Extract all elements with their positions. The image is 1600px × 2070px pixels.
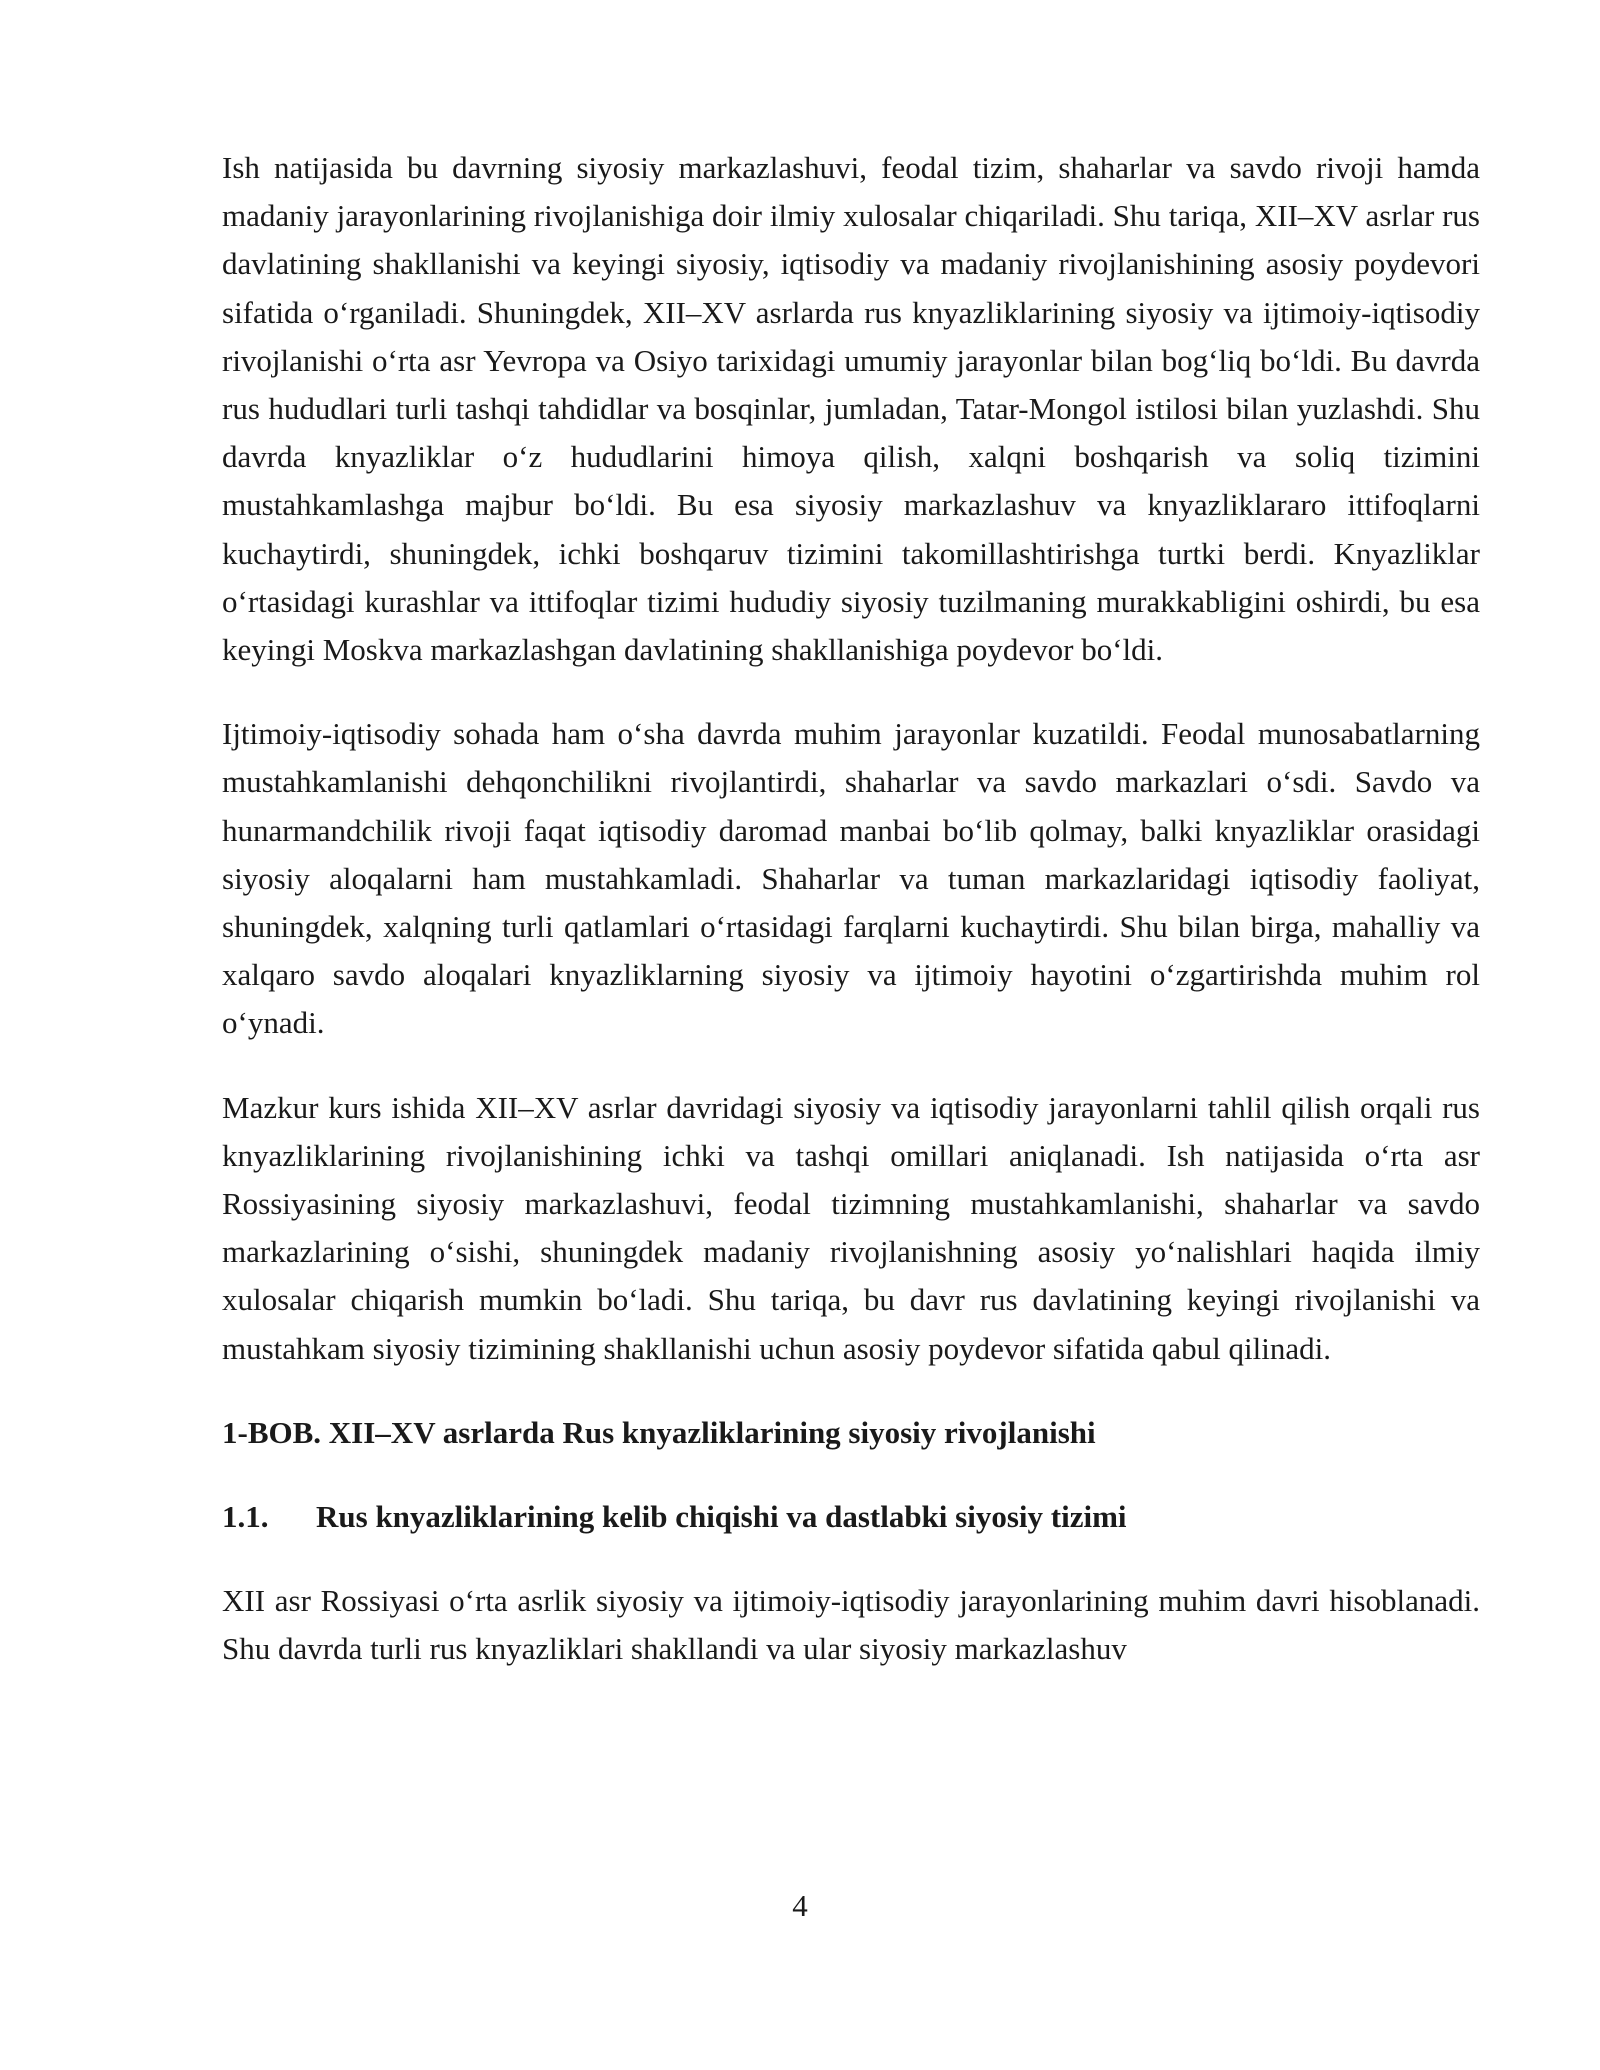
section-paragraph: XII asr Rossiyasi oʻrta asrlik siyosiy va ijtimoiy-iqtisodiy jarayonlarining muhim davri hisoblanadi. Shu davrda turli rus knyazliklari shakllandi va ular siyosiy markazlashuv [222, 1582, 1480, 1667]
document-page [222, 144, 1480, 1709]
section-heading [222, 1493, 1480, 1541]
section-number: 1.1. [222, 1498, 269, 1534]
paragraph-2: Ijtimoiy-iqtisodiy sohada ham oʻsha davrda muhim jarayonlar kuzatildi. Feodal munosabatlarning mustahkamlanishi dehqonchilikni rivojlantirdi, shaharlar va savdo markazlari oʻsdi. Savdo va hunarmandchilik rivoji faqat iqtisodiy daromad manbai boʻlib qolmay, balki knyazliklar orasidagi siyosiy aloqalarni ham mustahkamladi. Shaharlar va tuman markazlaridagi iqtisodiy faoliyat, shuningdek, xalqning turli qatlamlari oʻrtasidagi farqlarni kuchaytirdi. Shu bilan birga, mahalliy va xalqaro savdo aloqalari knyazliklarning siyosiy va ijtimoiy hayotini oʻzgartirishda muhim rol oʻynadi. [222, 716, 1480, 1041]
paragraph-1: Ish natijasida bu davrning siyosiy markazlashuvi, feodal tizim, shaharlar va savdo rivoji hamda madaniy jarayonlarining rivojlanishiga doir ilmiy xulosalar chiqariladi. Shu tariqa, XII–XV asrlar rus davlatining shakllanishi va keyingi siyosiy, iqtisodiy va madaniy rivojlanishining asosiy poydevori sifatida oʻrganiladi. Shuningdek, XII–XV asrlarda rus knyazliklarining siyosiy va ijtimoiy-iqtisodiy rivojlanishi oʻrta asr Yevropa va Osiyo tarixidagi umumiy jarayonlar bilan bogʻliq boʻldi. Bu davrda rus hududlari turli tashqi tahdidlar va bosqinlar, jumladan, Tatar-Mongol istilosi bilan yuzlashdi. Shu davrda knyazliklar oʻz hududlarini himoya qilish, xalqni boshqarish va soliq tizimini mustahkamlashga majbur boʻldi. Bu esa siyosiy markazlashuv va knyazliklararo ittifoqlarni kuchaytirdi, shuningdek, ichki boshqaruv tizimini takomillashtirishga turtki berdi. Knyazliklar oʻrtasidagi kurashlar va ittifoqlar tizimi hududiy siyosiy tuzilmaning murakkabligini oshirdi, bu esa keyingi Moskva markazlashgan davlatining shakllanishiga poydevor boʻldi. [222, 150, 1480, 668]
paragraph-3: Mazkur kurs ishida XII–XV asrlar davridagi siyosiy va iqtisodiy jarayonlarni tahlil qilish orqali rus knyazliklarining rivojlanishining ichki va tashqi omillari aniqlanadi. Ish natijasida oʻrta asr Rossiyasining siyosiy markazlashuvi, feodal tizimning mustahkamlanishi, shaharlar va savdo markazlarining oʻsishi, shuningdek madaniy rivojlanishning asosiy yoʻnalishlari haqida ilmiy xulosalar chiqarish mumkin boʻladi. Shu tariqa, bu davr rus davlatining keyingi rivojlanishi va mustahkam siyosiy tizimining shakllanishi uchun asosiy poydevor sifatida qabul qilinadi. [222, 1089, 1480, 1366]
section-title: Rus knyazliklarining kelib chiqishi va dastlabki siyosiy tizimi [316, 1498, 1127, 1534]
page-number: 4 [792, 1888, 808, 1923]
chapter-heading: 1-BOB. XII–XV asrlarda Rus knyazliklarining siyosiy rivojlanishi [222, 1414, 1096, 1450]
